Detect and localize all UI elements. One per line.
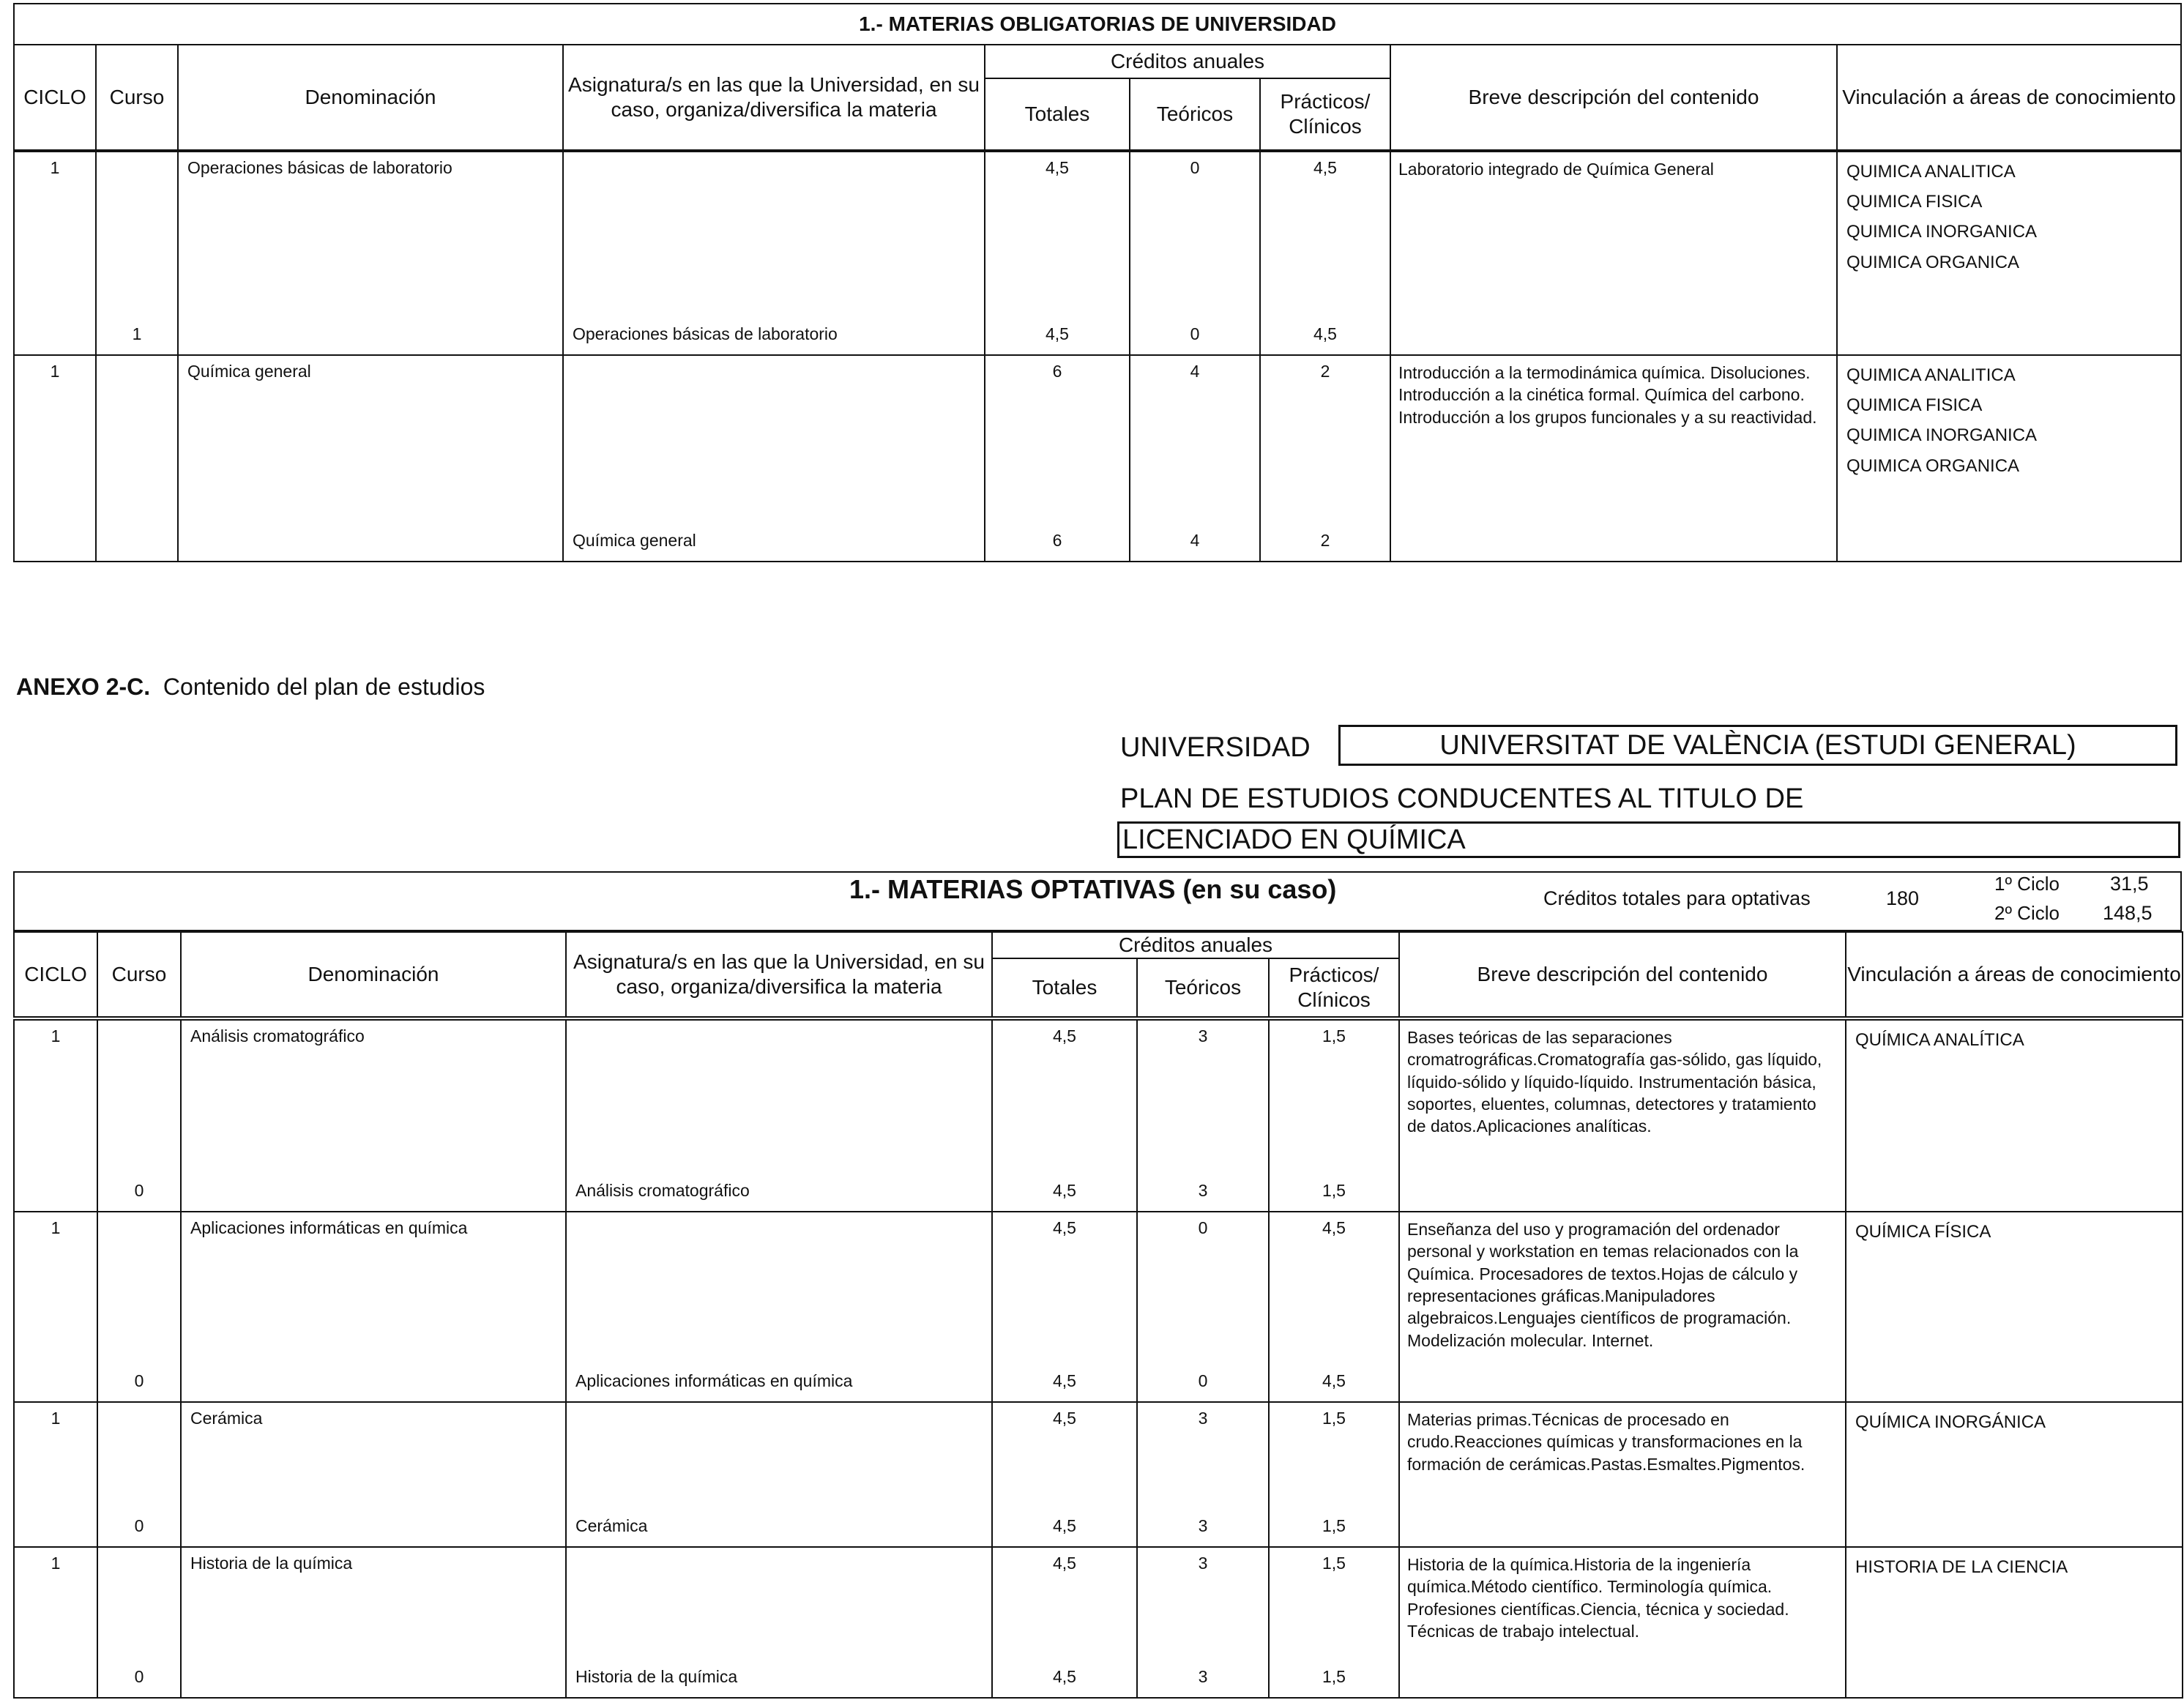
area-item: HISTORIA DE LA CIENCIA (1855, 1557, 2068, 1577)
table-row (14, 355, 2181, 562)
ciclo1-value: 31,5 (2110, 873, 2149, 895)
asignatura-cell: Análisis cromatográfico (575, 1181, 750, 1200)
sub-totales-cell: 4,5 (1053, 1371, 1076, 1390)
denominacion-cell: Aplicaciones informáticas en química (190, 1218, 468, 1237)
ciclo-cell: 1 (50, 158, 60, 177)
area-item: QUÍMICA FÍSICA (1855, 1222, 1991, 1242)
practicos-cell: 2 (1320, 362, 1330, 381)
sub-teoricos-cell: 3 (1198, 1181, 1208, 1200)
curso-cell: 1 (132, 324, 142, 343)
area-item: QUIMICA FISICA (1846, 395, 1983, 416)
header-curso: Curso (97, 932, 181, 1017)
sub-teoricos-cell: 3 (1198, 1667, 1208, 1686)
header-practicos: Prácticos/ Clínicos (1260, 78, 1390, 150)
descripcion-cell: Historia de la química.Historia de la ingeniería química.Método científico. Terminología química. Profesiones científicas.Ciencia, técnica y sociedad. Técnicas de trabajo intelectual. (1407, 1555, 1789, 1641)
sub-totales-cell: 6 (1052, 531, 1062, 550)
sub-teoricos-cell: 0 (1198, 1371, 1208, 1390)
teoricos-cell: 3 (1198, 1409, 1208, 1428)
header-totales: Totales (992, 958, 1137, 1017)
section-title: 1.- MATERIAS OPTATIVAS (en su caso) (849, 874, 1337, 904)
annex-code: ANEXO 2-C. (16, 674, 151, 700)
sub-teoricos-cell: 4 (1190, 531, 1200, 550)
header-denominacion: Denominación (181, 932, 566, 1017)
sub-practicos-cell: 2 (1320, 531, 1330, 550)
header-teoricos: Teóricos (1130, 78, 1260, 150)
teoricos-cell: 4 (1190, 362, 1200, 381)
sub-totales-cell: 4,5 (1053, 1516, 1076, 1535)
descripcion-cell: Laboratorio integrado de Química General (1398, 160, 1714, 179)
denominacion-cell: Operaciones básicas de laboratorio (187, 158, 452, 177)
area-item: QUIMICA ORGANICA (1846, 252, 2020, 272)
asignatura-cell: Química general (573, 531, 696, 550)
denominacion-cell: Análisis cromatográfico (190, 1026, 365, 1045)
area-item: QUÍMICA INORGÁNICA (1855, 1412, 2046, 1432)
header-descripcion: Breve descripción del contenido (1390, 45, 1837, 150)
ciclo2-value: 148,5 (2103, 902, 2153, 924)
annex-title: Contenido del plan de estudios (163, 674, 485, 700)
sub-teoricos-cell: 3 (1198, 1516, 1208, 1535)
sub-practicos-cell: 4,5 (1322, 1371, 1346, 1390)
universidad-box (1338, 725, 2177, 766)
teoricos-cell: 3 (1198, 1026, 1208, 1045)
area-item: QUIMICA ANALITICA (1846, 162, 2016, 182)
sub-practicos-cell: 1,5 (1322, 1667, 1346, 1686)
descripcion-cell: Materias primas.Técnicas de procesado en crudo.Reacciones químicas y transformaciones en la formación de cerámicas.Pastas.Esmaltes.Pigmentos. (1407, 1410, 1805, 1474)
header-ciclo: CICLO (14, 45, 96, 150)
header-creditos: Créditos anuales (992, 932, 1399, 958)
curso-cell: 0 (134, 1667, 144, 1686)
totales-cell: 6 (1052, 362, 1062, 381)
table-row (14, 1020, 2183, 1212)
ciclo-cell: 1 (51, 1026, 61, 1045)
asignatura-cell: Historia de la química (575, 1667, 738, 1686)
area-item: QUÍMICA ANALÍTICA (1855, 1030, 2024, 1050)
ciclo1-label: 1º Ciclo (1994, 873, 2060, 895)
denominacion-cell: Cerámica (190, 1409, 263, 1428)
area-item: QUIMICA ANALITICA (1846, 365, 2016, 385)
header-vinculacion: Vinculación a áreas de conocimiento (1846, 932, 2183, 1017)
practicos-cell: 1,5 (1322, 1554, 1346, 1573)
header-ciclo: CICLO (14, 932, 97, 1017)
ciclo-cell: 1 (51, 1218, 61, 1237)
titulo-box (1117, 821, 2180, 858)
totales-cell: 4,5 (1053, 1218, 1076, 1237)
curso-cell: 0 (134, 1181, 144, 1200)
universidad-label: UNIVERSIDAD (1120, 732, 1311, 763)
header-totales: Totales (985, 78, 1130, 150)
area-item: QUIMICA FISICA (1846, 192, 1983, 212)
obligatorias-body-table (13, 151, 2182, 562)
header-vinculacion: Vinculación a áreas de conocimiento (1837, 45, 2181, 150)
section-title: 1.- MATERIAS OBLIGATORIAS DE UNIVERSIDAD (14, 4, 2181, 45)
practicos-cell: 1,5 (1322, 1026, 1346, 1045)
denominacion-cell: Historia de la química (190, 1554, 353, 1573)
universidad-value: UNIVERSITAT DE VALÈNCIA (ESTUDI GENERAL) (1439, 730, 2076, 761)
totales-cell: 4,5 (1053, 1554, 1076, 1573)
obligatorias-header-table (13, 3, 2182, 151)
totales-cell: 4,5 (1046, 158, 1069, 177)
titulo-value: LICENCIADO EN QUÍMICA (1122, 824, 1466, 855)
optativas-header-table (13, 931, 2183, 1018)
header-practicos: Prácticos/ Clínicos (1269, 958, 1399, 1017)
denominacion-cell: Química general (187, 362, 311, 381)
ciclo2-label: 2º Ciclo (1994, 902, 2060, 924)
practicos-cell: 4,5 (1322, 1218, 1346, 1237)
header-creditos: Créditos anuales (985, 45, 1390, 78)
sub-totales-cell: 4,5 (1053, 1667, 1076, 1686)
ciclo-cell: 1 (51, 1554, 61, 1573)
totales-cell: 4,5 (1053, 1026, 1076, 1045)
sub-totales-cell: 4,5 (1053, 1181, 1076, 1200)
header-asignatura: Asignatura/s en las que la Universidad, en su caso, organiza/diversifica la materia (566, 932, 992, 1017)
annex-heading (16, 674, 485, 701)
sub-practicos-cell: 4,5 (1313, 324, 1337, 343)
area-item: QUIMICA INORGANICA (1846, 222, 2038, 242)
sub-practicos-cell: 1,5 (1322, 1181, 1346, 1200)
ciclo-cell: 1 (50, 362, 60, 381)
plan-label: PLAN DE ESTUDIOS CONDUCENTES AL TITULO DE (1120, 783, 1804, 814)
optativas-title-box (13, 871, 2182, 931)
ciclo-cell: 1 (51, 1409, 61, 1428)
creditos-totales-value: 180 (1886, 887, 1920, 909)
table-row (14, 1402, 2183, 1547)
area-item: QUIMICA INORGANICA (1846, 425, 2038, 446)
descripcion-cell: Introducción a la termodinámica química. Disoluciones. Introducción a la cinética formal. Química del carbono. Introducción a los grupos funcionales y a su reactividad. (1398, 363, 1817, 427)
header-descripcion: Breve descripción del contenido (1399, 932, 1846, 1017)
teoricos-cell: 0 (1190, 158, 1200, 177)
curso-cell: 0 (134, 1516, 144, 1535)
header-asignatura: Asignatura/s en las que la Universidad, en su caso, organiza/diversifica la materia (563, 45, 985, 150)
descripcion-cell: Bases teóricas de las separaciones cromatrográficas.Cromatografía gas-sólido, gas líquido, líquido-sólido y líquido-líquido. Instrumentación básica, soportes, eluentes, columnas, detectores y tratamiento de datos.Aplicaciones analíticas. (1407, 1028, 1822, 1136)
descripcion-cell: Enseñanza del uso y programación del ordenador personal y workstation en temas relacionados con la Química. Procesadores de textos.Hojas de cálculo y representaciones gráficas.Manipuladores algebraicos.Lenguajes científicos de programación. Modelización molecular. Internet. (1407, 1220, 1799, 1350)
practicos-cell: 1,5 (1322, 1409, 1346, 1428)
totales-cell: 4,5 (1053, 1409, 1076, 1428)
table-row (14, 1547, 2183, 1698)
curso-cell: 0 (134, 1371, 144, 1390)
asignatura-cell: Operaciones básicas de laboratorio (573, 324, 838, 343)
header-curso: Curso (96, 45, 178, 150)
practicos-cell: 4,5 (1313, 158, 1337, 177)
optativas-body-table (13, 1019, 2183, 1699)
sub-totales-cell: 4,5 (1046, 324, 1069, 343)
sub-practicos-cell: 1,5 (1322, 1516, 1346, 1535)
table-row (14, 1212, 2183, 1402)
table-row (14, 152, 2181, 355)
creditos-totales-label: Créditos totales para optativas (1543, 887, 1811, 909)
teoricos-cell: 0 (1198, 1218, 1208, 1237)
area-item: QUIMICA ORGANICA (1846, 455, 2020, 476)
teoricos-cell: 3 (1198, 1554, 1208, 1573)
header-teoricos: Teóricos (1137, 958, 1269, 1017)
asignatura-cell: Cerámica (575, 1516, 648, 1535)
asignatura-cell: Aplicaciones informáticas en química (575, 1371, 853, 1390)
header-denominacion: Denominación (178, 45, 563, 150)
sub-teoricos-cell: 0 (1190, 324, 1200, 343)
